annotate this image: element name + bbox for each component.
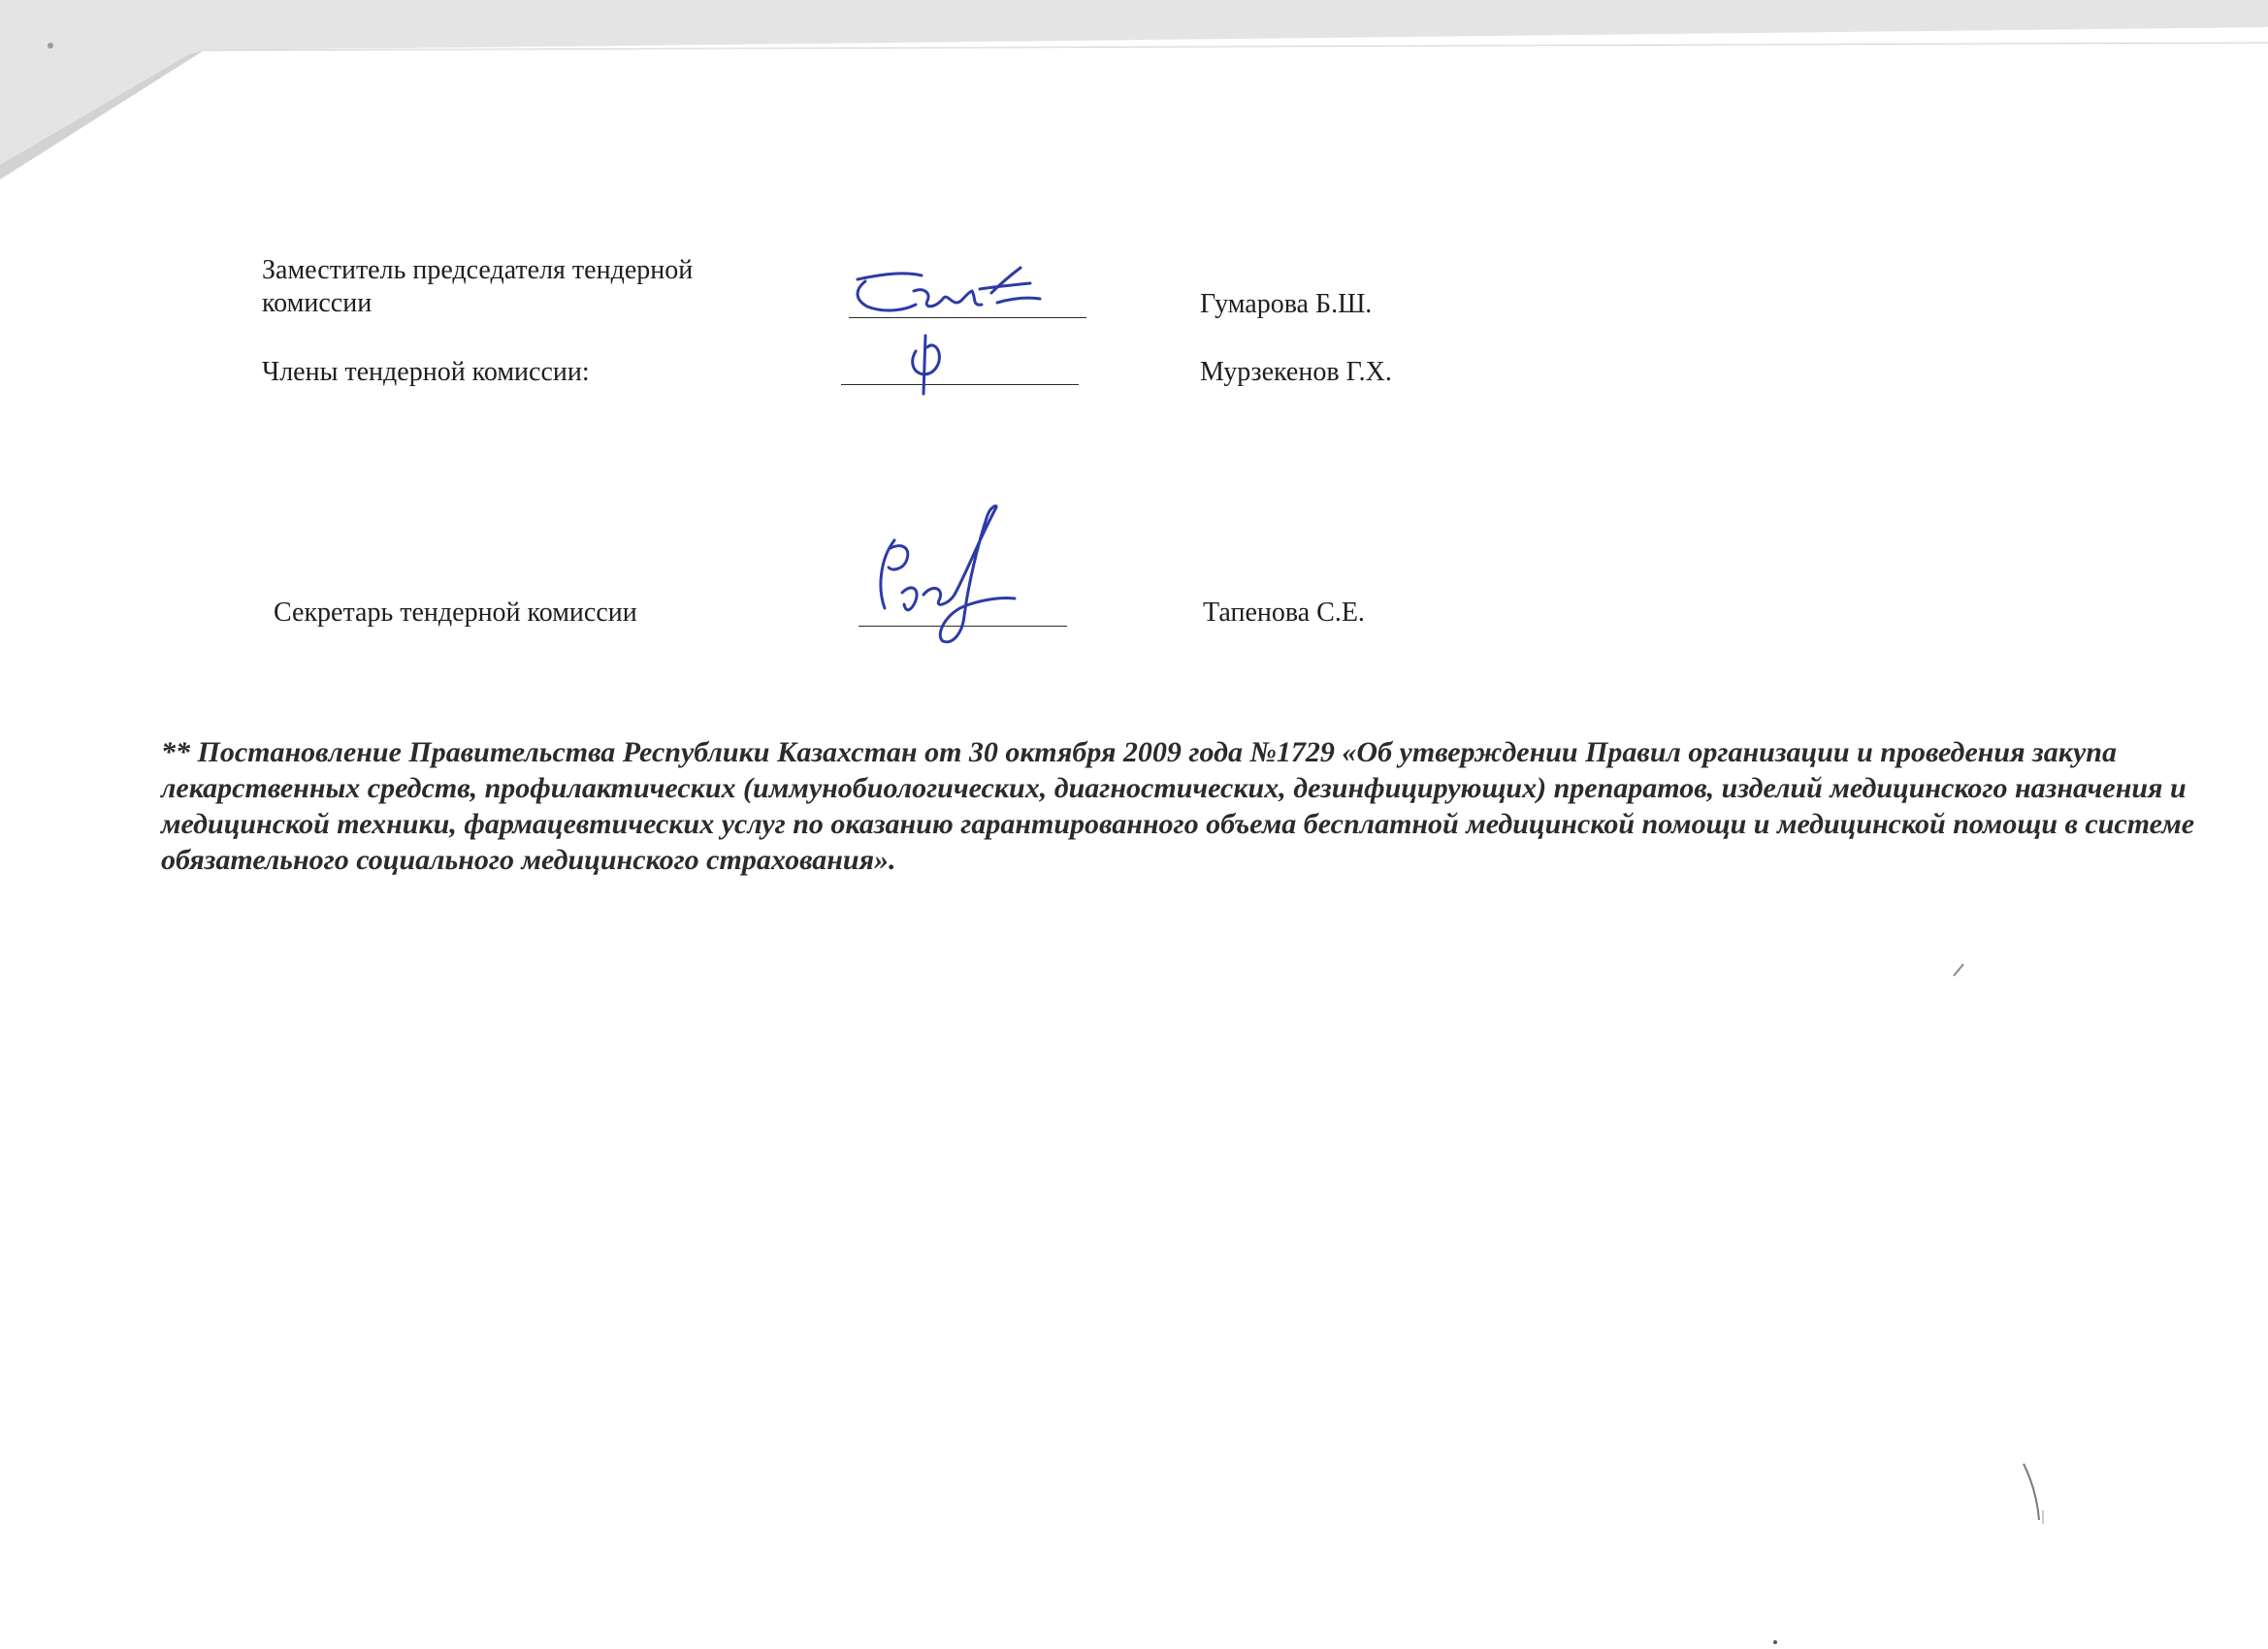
footnote-resolution: ** Постановление Правительства Республики Казахстан от 30 октября 2009 года №1729 «Об утверждении Правил организации и проведения закупа лекарственных средств, профилактических (иммунобиологических, диагностических, дезинфицирующих) препаратов, изделий медицинского назначения и медицинской техники, фармацевтических услуг по оказанию гарантированного объема бесплатной медицинской помощи и медицинской помощи в системе обязательного социального медицинского страхования». xyxy=(161,736,2195,876)
scan-speck xyxy=(1950,960,1969,980)
members-role: Члены тендерной комиссии: xyxy=(262,357,590,387)
scan-speck xyxy=(2018,1460,2047,1528)
scan-speck xyxy=(1770,1637,1780,1647)
members-name: Мурзекенов Г.Х. xyxy=(1200,357,1392,387)
page-corner-fold xyxy=(0,0,2268,213)
deputy-chair-role: Заместитель председателя тендерной комиссии xyxy=(262,255,694,318)
members-signature xyxy=(902,330,951,398)
members-signature-line xyxy=(841,384,1079,385)
secretary-signature xyxy=(863,500,1028,650)
deputy-chair-signature xyxy=(846,260,1069,328)
secretary-name: Тапенова С.Е. xyxy=(1203,598,1365,628)
secretary-role: Секретарь тендерной комиссии xyxy=(274,598,637,628)
deputy-chair-name: Гумарова Б.Ш. xyxy=(1200,289,1373,319)
